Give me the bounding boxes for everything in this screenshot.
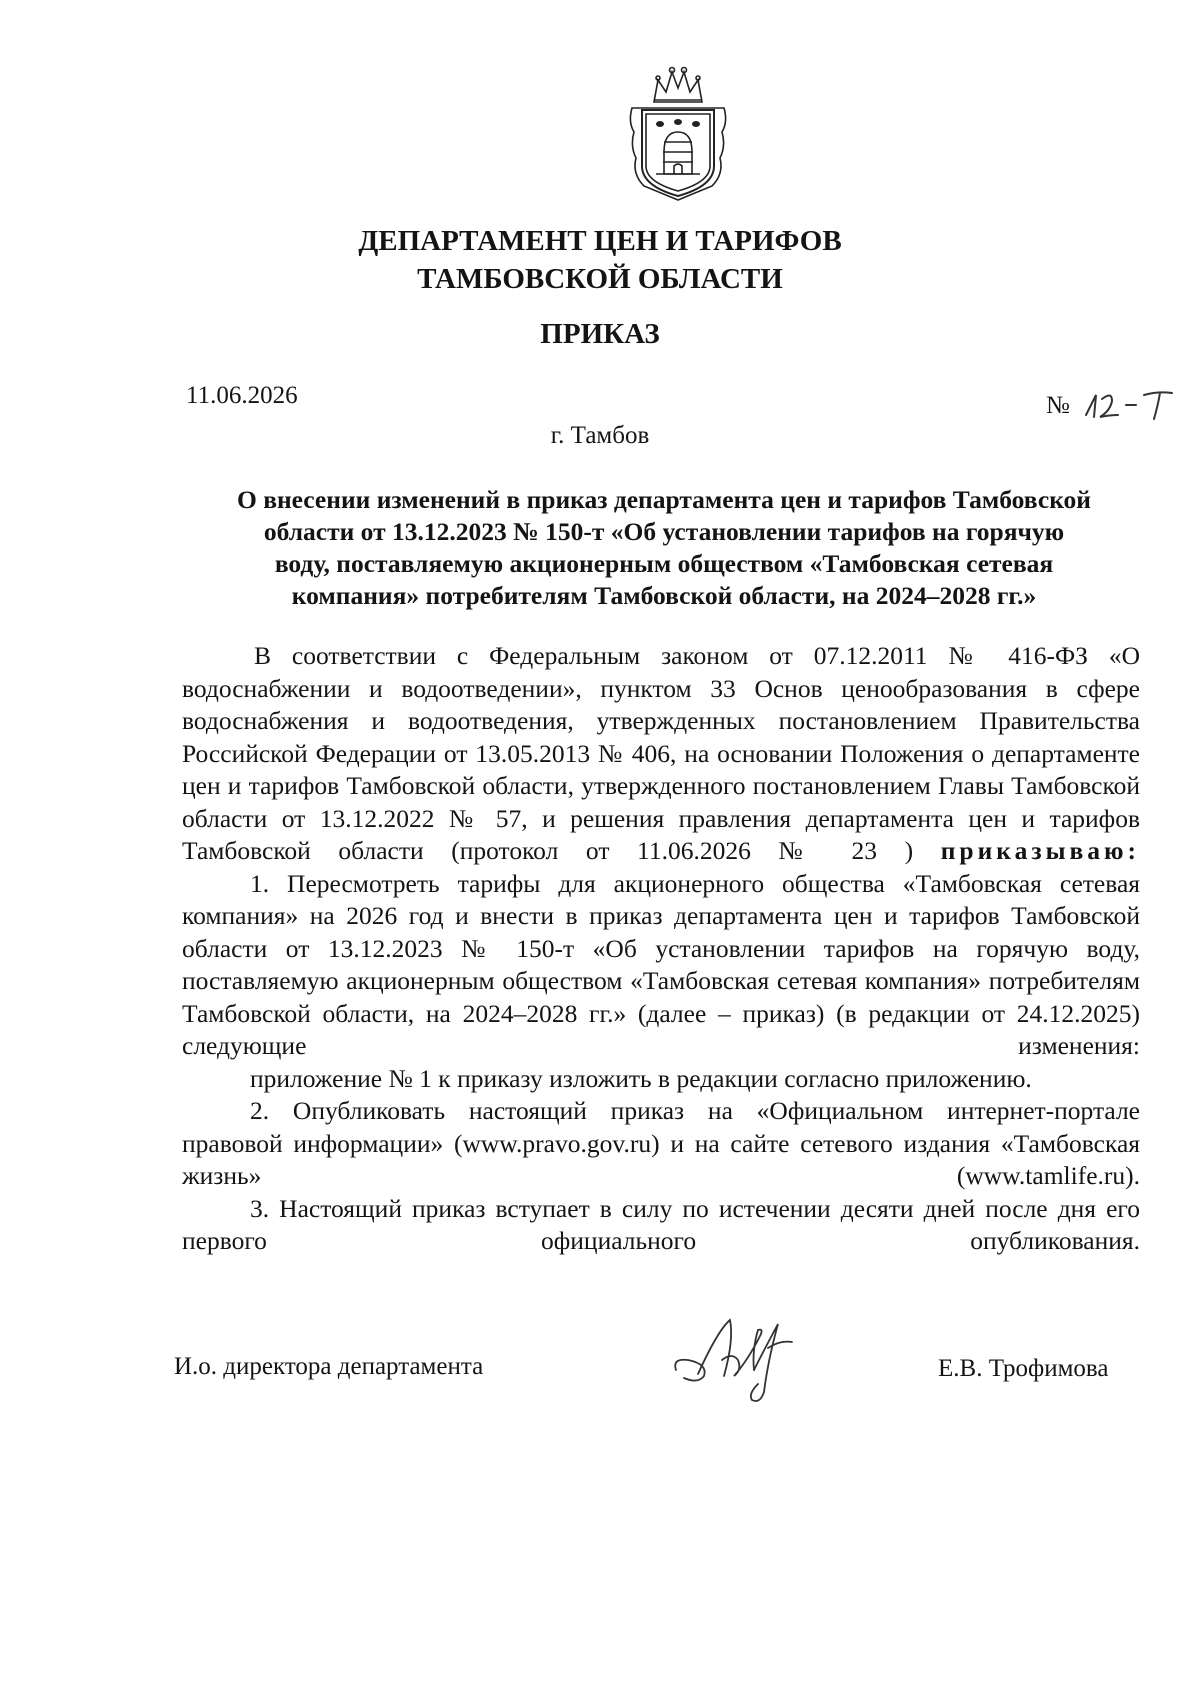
handwritten-signature-icon	[668, 1300, 818, 1410]
preamble-paragraph	[182, 640, 1140, 868]
department-line-1: ДЕПАРТАМЕНТ ЦЕН И ТАРИФОВ	[358, 225, 842, 257]
document-type: ПРИКАЗ	[540, 318, 660, 350]
signatory-position: И.о. директора департамента	[174, 1353, 484, 1380]
subject-line: компания» потребителям Тамбовской области, на 2024–2028 гг.»	[291, 581, 1037, 610]
city: г. Тамбов	[550, 422, 650, 449]
department-name	[0, 222, 1200, 298]
item-2: 2. Опубликовать настоящий приказ на «Официальном интернет-портале правовой информации» (www.pravo.gov.ru) и на сайте сетевого издания «Тамбовская жизнь» (www.tamlife.ru).	[182, 1096, 1140, 1190]
subject-line: воду, поставляемую акционерным обществом «Тамбовская сетевая	[274, 549, 1054, 578]
preamble-text: В соответствии с Федеральным законом от 07.12.2011 № 416-ФЗ «О водоснабжении и водоотведении», пунктом 33 Основ ценообразования в сфере водоснабжения и водоотведения, утвержденных постановлением Правительства Российской Федерации от 13.05.2013 № 406, на основании Положения о департаменте цен и тарифов Тамбовской области, утвержденного постановлением Главы Тамбовской области от 13.12.2022 № 57, и решения правления департамента цен и тарифов Тамбовской области (протокол от 11.06.2026 № 23 )	[182, 641, 1140, 865]
subject-line: О внесении изменений в приказ департамента цен и тарифов Тамбовской	[237, 485, 1091, 514]
order-body	[182, 640, 1140, 1258]
order-date: 11.06.2026	[186, 382, 298, 409]
item-1: 1. Пересмотреть тарифы для акционерного общества «Тамбовская сетевая компания» на 2026 год и внести в приказ департамента цен и тарифов Тамбовской области от 13.12.2023 № 150-т «Об установлении тарифов на горячую воду, поставляемую акционерным обществом «Тамбовская сетевая компания» потребителям Тамбовской области, на 2024–2028 гг.» (далее – приказ) (в редакции от 24.12.2025) следующие изменения:	[182, 868, 1140, 1060]
order-subject	[184, 484, 1144, 612]
order-number-prefix: №	[1046, 392, 1070, 419]
item-1-sub: приложение № 1 к приказу изложить в редакции согласно приложению.	[250, 1063, 1032, 1093]
coat-of-arms-icon	[626, 62, 730, 204]
department-line-2: ТАМБОВСКОЙ ОБЛАСТИ	[417, 263, 783, 295]
subject-line: области от 13.12.2023 № 150-т «Об установлении тарифов на горячую	[263, 517, 1065, 546]
handwritten-order-number	[1082, 385, 1182, 425]
order-word: приказываю:	[940, 836, 1141, 865]
item-3: 3. Настоящий приказ вступает в силу по истечении десяти дней после дня его первого официального опубликования.	[182, 1193, 1140, 1255]
signatory-name: Е.В. Трофимова	[938, 1355, 1109, 1382]
